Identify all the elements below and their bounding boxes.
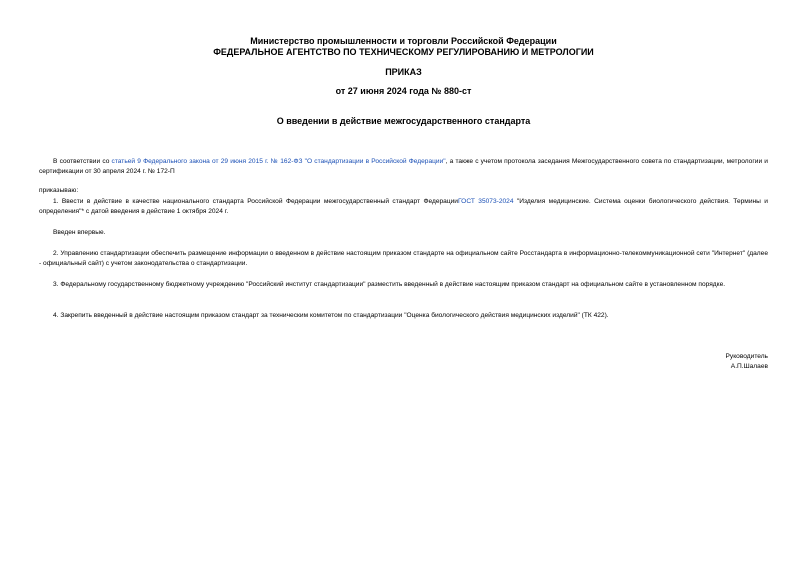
ministry-title: Министерство промышленности и торговли Российской Федерации: [250, 36, 557, 46]
agency-title: ФЕДЕРАЛЬНОЕ АГЕНТСТВО ПО ТЕХНИЧЕСКОМУ РЕГУЛИРОВАНИЮ И МЕТРОЛОГИИ: [213, 47, 594, 57]
item-1-suffix: "Изделия медицинские. Система оценки биологического действия. Термины и определения"* с датой введения в действие 1 октября 2024 г.: [39, 198, 768, 215]
first-time-note: Введен впервые.: [53, 229, 106, 236]
signature-name: А.П.Шалаев: [730, 363, 768, 370]
preamble-paragraph: [39, 157, 768, 177]
item-4-paragraph: 4. Закрепить введенный в действие настоящим приказом стандарт за техническим комитетом по стандартизации "Оценка биологического действия медицинских изделий" (ТК 422).: [53, 312, 609, 319]
item-1-prefix: 1. Ввести в действие в качестве национального стандарта Российской Федерации межгосударственный стандарт Федерации: [53, 198, 458, 205]
item-1-paragraph: [39, 197, 768, 217]
preamble-prefix: В соответствии со: [53, 158, 112, 165]
order-word: приказываю:: [39, 187, 79, 194]
document-type: ПРИКАЗ: [385, 67, 422, 77]
document-date-number: от 27 июня 2024 года № 880-ст: [335, 86, 472, 96]
gost-link[interactable]: ГОСТ 35073-2024: [457, 198, 514, 205]
preamble-suffix: , а также с учетом протокола заседания Межгосударственного совета по стандартизации, метрологии и сертификации от 30 апреля 2024 г. № 172-П: [39, 158, 768, 175]
item-3-paragraph: 3. Федеральному государственному бюджетному учреждению "Российский институт стандартизации" разместить введенный в действие настоящим приказом стандарт на официальном сайте в установленном порядке.: [53, 281, 726, 288]
item-2-paragraph: 2. Управлению стандартизации обеспечить размещение информации о введенном в действие настоящим приказом стандарте на официальном сайте Росстандарта в информационно-телекоммуникационной сети "Интернет" (далее - официальный сайт) с учетом законодательства о стандартизации.: [39, 250, 768, 267]
document-subject: О введении в действие межгосударственного стандарта: [276, 116, 531, 126]
signature-title: Руководитель: [725, 353, 768, 360]
federal-law-link[interactable]: статьей 9 Федерального закона от 29 июня 2015 г. № 162-ФЗ "О стандартизации в Российской Федерации": [111, 158, 446, 165]
